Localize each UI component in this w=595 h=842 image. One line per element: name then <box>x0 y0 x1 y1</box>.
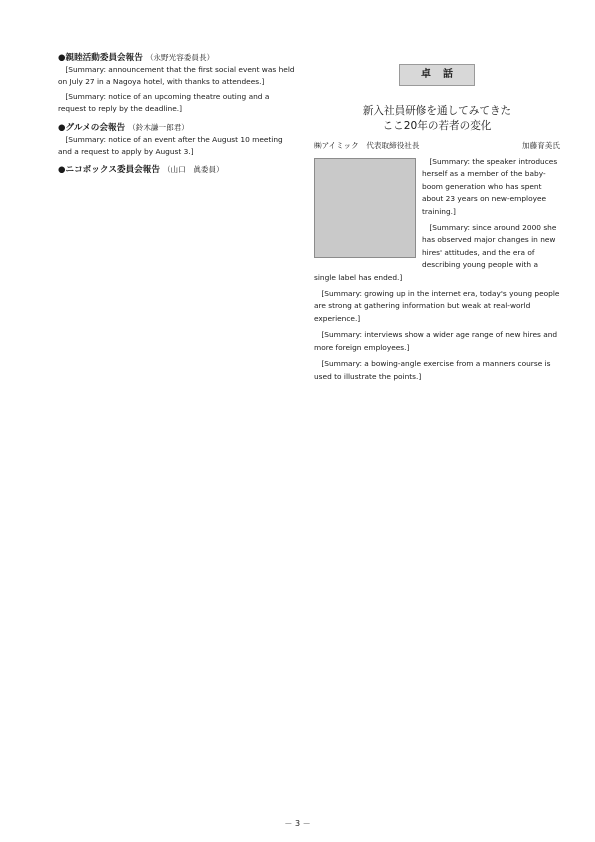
article-paragraph: [Summary: interviews show a wider age range of new hires and more foreign employees.] <box>314 330 558 352</box>
report-section-gourmet <box>58 122 298 159</box>
speaker-company: ㈱アイミック 代表取締役社長 <box>314 141 420 150</box>
section-byline: （永野光容委員長） <box>145 53 215 62</box>
committee-reports-column <box>58 52 298 182</box>
section-title: ●ニコボックス委員会報告 <box>58 165 160 176</box>
article-title-line-2: ここ20年の若者の変化 <box>382 120 492 132</box>
section-heading <box>58 122 298 134</box>
article-title-line-1: 新入社員研修を通してみてきた <box>362 105 512 117</box>
speaker-name: 加藤育美氏 <box>522 141 560 150</box>
article-paragraph: [Summary: the speaker introduces herself as a member of the baby-boom generation who has spent about 23 years on new-employee training.] <box>422 157 558 216</box>
section-byline: （鈴木謙一郎君） <box>128 122 189 132</box>
speaker-photo <box>314 158 416 258</box>
section-paragraph: [Summary: announcement that the first social event was held on July 27 in a Nagoya hotel, with thanks to attendees.] <box>58 65 295 87</box>
article-paragraph: [Summary: since around 2000 she has observed major changes in new hires' attitudes, and the era of describing young people with a single label has ended.] <box>314 223 557 282</box>
section-heading <box>58 52 298 64</box>
article-paragraph: [Summary: growing up in the internet era, today's young people are strong at gathering information but weak at real-world experience.] <box>314 289 560 323</box>
section-title: ●グルメの会報告 <box>58 122 126 133</box>
report-section-nikobox <box>58 164 298 176</box>
section-paragraph: [Summary: notice of an event after the August 10 meeting and a request to apply by August 3.] <box>58 134 283 157</box>
article-byline <box>314 140 560 152</box>
section-heading <box>58 164 298 176</box>
article-paragraph: [Summary: a bowing-angle exercise from a manners course is used to illustrate the points.] <box>314 359 551 381</box>
speech-article-column <box>314 64 560 387</box>
report-section-friendship <box>58 52 298 116</box>
section-paragraph: [Summary: notice of an upcoming theatre outing and a request to reply by the deadline.] <box>58 91 270 114</box>
section-title: ●親睦活動委員会報告 <box>58 53 143 63</box>
page-number: － 3 － <box>284 819 311 828</box>
speech-label-box: 卓話 <box>399 64 475 86</box>
section-byline: （山口 眞委員） <box>162 165 224 175</box>
